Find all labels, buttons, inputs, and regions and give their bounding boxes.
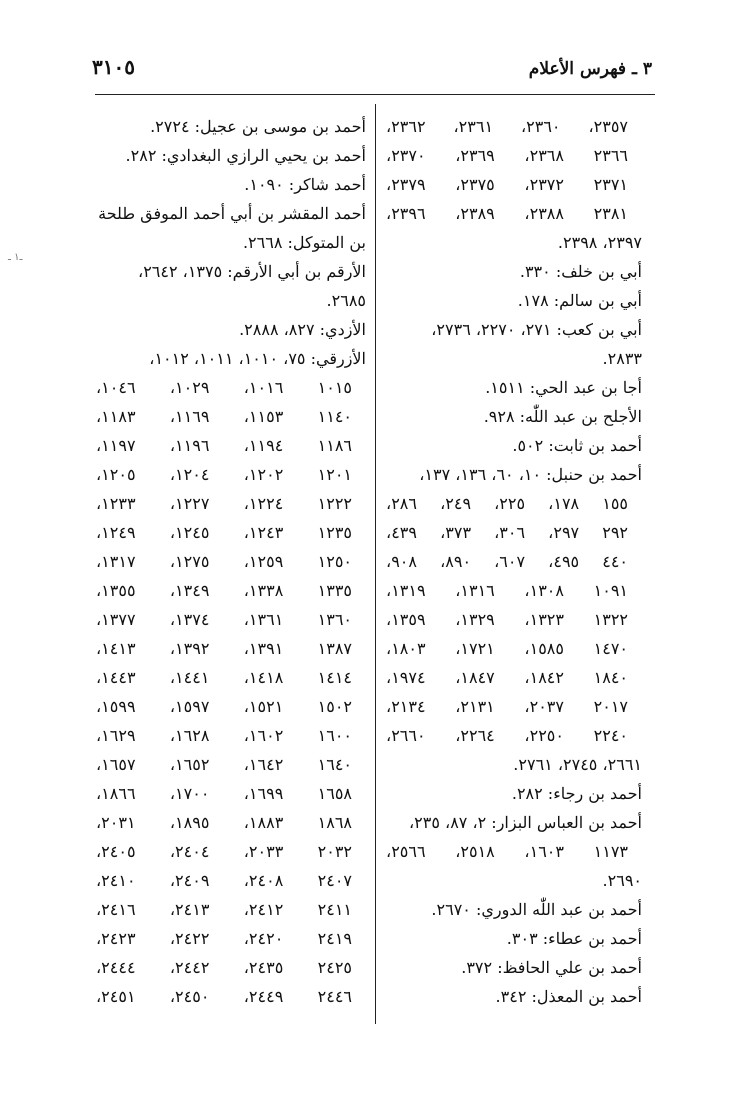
index-entry: أحمد بن عطاء: ٣٠٣. bbox=[506, 929, 642, 948]
page-reference: ١٣٧٧، bbox=[96, 610, 136, 629]
index-number-line bbox=[386, 518, 642, 547]
index-entry: أحمد بن يحيي الرازي البغدادي: ٢٨٢. bbox=[125, 146, 366, 165]
page-reference: ٢٦٦٠، bbox=[386, 726, 426, 745]
page-reference: ١٨٠٣، bbox=[386, 639, 426, 658]
index-entry: الأجلح بن عبد اللّٰه: ٩٢٨. bbox=[483, 407, 642, 426]
page-reference: ١٣٢٢ bbox=[593, 610, 628, 629]
page-reference: ١٦٤٢، bbox=[243, 755, 284, 774]
index-number-line bbox=[386, 141, 642, 170]
page-reference: ١٦٥٨ bbox=[317, 784, 352, 803]
page-reference: ١٦٥٧، bbox=[96, 755, 136, 774]
index-entry: أبي بن كعب: ٢٧١، ٢٢٧٠، ٢٧٣٦، bbox=[431, 320, 642, 339]
index-number-line bbox=[96, 402, 366, 431]
index-entry-continuation: ٢٨٣٣. bbox=[602, 349, 642, 368]
index-number-line bbox=[96, 692, 366, 721]
index-number-line bbox=[386, 721, 642, 750]
page-reference: ١٢٤٥، bbox=[169, 523, 210, 542]
page-reference: ٣٧٣، bbox=[440, 523, 472, 542]
page-reference: ١٨٦٦، bbox=[96, 784, 136, 803]
page-reference: ١١٨٣، bbox=[96, 407, 136, 426]
page-reference: ٢٣٦٨، bbox=[524, 146, 564, 165]
page-reference: ١٥٠٢ bbox=[317, 697, 352, 716]
page-reference: ١١٩٦، bbox=[169, 436, 210, 455]
index-entry: الأزدي: ٨٢٧، ٢٨٨٨. bbox=[239, 320, 366, 339]
margin-mark: ـ١ ـ bbox=[8, 252, 23, 263]
page-reference: ٢٣٦١، bbox=[453, 117, 494, 136]
page-reference: ٢٤٢٣، bbox=[96, 929, 136, 948]
page-reference: ٢٣٦٦ bbox=[593, 146, 628, 165]
index-entry-continuation: ٢٣٩٧، ٢٣٩٨. bbox=[557, 233, 642, 252]
index-number-line bbox=[386, 634, 642, 663]
index-number-line bbox=[96, 373, 366, 402]
page-reference: ١٣٨٧ bbox=[317, 639, 352, 658]
index-number-line bbox=[96, 576, 366, 605]
page-reference: ٢٠٣٢ bbox=[317, 842, 352, 861]
page-reference: ٢٢٤٠ bbox=[593, 726, 628, 745]
page-reference: ١٣٩٢، bbox=[169, 639, 210, 658]
page-reference: ٢٠٣٣، bbox=[243, 842, 284, 861]
page-reference: ٢٣٨٩، bbox=[455, 204, 495, 223]
page-reference: ١٧٠٠، bbox=[169, 784, 210, 803]
page-reference: ١٣٠٨، bbox=[524, 581, 564, 600]
page-reference: ٢٢٥، bbox=[494, 494, 526, 513]
index-number-line bbox=[96, 518, 366, 547]
page-reference: ١٨٤٠ bbox=[593, 668, 628, 687]
page-reference: ٢٤٩، bbox=[440, 494, 472, 513]
page-reference: ٢٥٦٦، bbox=[386, 842, 426, 861]
page-reference: ٢٣٧٩، bbox=[386, 175, 426, 194]
page-reference: ٢٩٢ bbox=[602, 523, 628, 542]
index-entry-continuation: ٢٦٨٥. bbox=[326, 291, 366, 310]
index-number-line bbox=[96, 547, 366, 576]
index-number-line bbox=[386, 576, 642, 605]
page-reference: ١٦٥٢، bbox=[169, 755, 210, 774]
page-reference: ١٦٠٠ bbox=[317, 726, 352, 745]
page-reference: ١٠٩١ bbox=[593, 581, 628, 600]
page-reference: ١٠٤٦، bbox=[96, 378, 136, 397]
page-reference: ٢٤٥٠، bbox=[169, 987, 210, 1006]
index-number-line bbox=[386, 112, 642, 141]
page-reference: ٢٠٣٧، bbox=[524, 697, 564, 716]
index-column-left bbox=[96, 112, 366, 1011]
index-number-line bbox=[386, 692, 642, 721]
page-reference: ١١٥٣، bbox=[243, 407, 284, 426]
index-entry: أحمد بن العباس البزار: ٢، ٨٧، ٢٣٥، bbox=[408, 813, 642, 832]
page-reference: ٨٩٠، bbox=[440, 552, 472, 571]
page-reference: ١٦٠٣، bbox=[524, 842, 564, 861]
page-reference: ٢٢٥٠، bbox=[524, 726, 564, 745]
page-reference: ١١٦٩، bbox=[169, 407, 210, 426]
index-number-line bbox=[96, 982, 366, 1011]
index-entry: أحمد بن حنبل: ١٠، ٦٠، ١٣٦، ١٣٧، bbox=[419, 465, 642, 484]
index-number-line bbox=[96, 953, 366, 982]
page-reference: ١٢٤٩، bbox=[96, 523, 136, 542]
index-entry: الأزرقي: ٧٥، ١٠١٠، ١٠١١، ١٠١٢، bbox=[149, 349, 366, 368]
page-reference: ٢٤٤٤، bbox=[96, 958, 136, 977]
index-number-line bbox=[96, 837, 366, 866]
index-entry: أجا بن عبد الحي: ١٥١١. bbox=[485, 378, 642, 397]
page-reference: ١٦٢٩، bbox=[96, 726, 136, 745]
page-reference: ٢٤٤٩، bbox=[243, 987, 284, 1006]
page-reference: ٢٣٦٢، bbox=[386, 117, 426, 136]
page-reference: ١١٩٤، bbox=[243, 436, 284, 455]
index-entry: أحمد المقشر بن أبي أحمد الموفق طلحة bbox=[98, 204, 366, 223]
page-reference: ٢٣٩٦، bbox=[386, 204, 426, 223]
page-reference: ١٠٢٩، bbox=[169, 378, 210, 397]
page-reference: ١٦٤٠ bbox=[317, 755, 352, 774]
index-entry: أحمد شاكر: ١٠٩٠. bbox=[244, 175, 366, 194]
page-reference: ١٨٨٣، bbox=[243, 813, 284, 832]
page-reference: ١٢٢٢ bbox=[317, 494, 352, 513]
page-reference: ١٢٠٢، bbox=[243, 465, 284, 484]
page-reference: ٢٤٠٧ bbox=[317, 871, 352, 890]
page-reference: ٢٣٨٨، bbox=[524, 204, 564, 223]
page-reference: ١٦٠٢، bbox=[243, 726, 284, 745]
index-entry: أبي بن سالم: ١٧٨. bbox=[517, 291, 642, 310]
page-reference: ٢٣٧١ bbox=[593, 175, 628, 194]
index-number-line bbox=[96, 431, 366, 460]
page-reference: ١٨٤٢، bbox=[524, 668, 564, 687]
page-reference: ١٥٩٩، bbox=[96, 697, 136, 716]
page-reference: ١٣٧٤، bbox=[169, 610, 210, 629]
page-reference: ١٣٥٥، bbox=[96, 581, 136, 600]
page-reference: ١٣٣٥ bbox=[317, 581, 352, 600]
page-reference: ٢٣٦٠، bbox=[520, 117, 561, 136]
header-rule bbox=[95, 94, 655, 95]
index-number-line bbox=[96, 605, 366, 634]
page-reference: ٢٤٢٥ bbox=[317, 958, 352, 977]
page-reference: ٢٣٨١ bbox=[593, 204, 628, 223]
page-number: ٣١٠٥ bbox=[92, 55, 135, 79]
index-number-line bbox=[386, 199, 642, 228]
page-reference: ٢٤٠٥، bbox=[96, 842, 136, 861]
page-reference: ٤٤٠ bbox=[602, 552, 628, 571]
page-reference: ٢٣٦٩، bbox=[455, 146, 495, 165]
page-reference: ١١٧٣ bbox=[593, 842, 628, 861]
page-reference: ٢٤١٩ bbox=[317, 929, 352, 948]
page-reference: ١٣٥٩، bbox=[386, 610, 426, 629]
page-reference: ٢٤١١ bbox=[317, 900, 352, 919]
page-reference: ٣٠٦، bbox=[494, 523, 526, 542]
page-reference: ٩٠٨، bbox=[386, 552, 417, 571]
page-reference: ١٥٢١، bbox=[243, 697, 284, 716]
index-entry: أحمد بن علي الحافظ: ٣٧٢. bbox=[461, 958, 642, 977]
page-reference: ١٠١٥ bbox=[317, 378, 352, 397]
page-reference: ١٢٠١ bbox=[317, 465, 352, 484]
page-reference: ١٢٣٥ bbox=[317, 523, 352, 542]
index-entry: أحمد بن موسى بن عجيل: ٢٧٢٤. bbox=[150, 117, 366, 136]
page-reference: ١١٤٠ bbox=[317, 407, 352, 426]
page-reference: ٢٣٧٢، bbox=[524, 175, 564, 194]
page-reference: ١٧٢١، bbox=[455, 639, 495, 658]
index-column-right bbox=[386, 112, 642, 1011]
page-reference: ١٢٥٩، bbox=[243, 552, 284, 571]
page-reference: ١٣٦٠ bbox=[317, 610, 352, 629]
index-entry: أحمد بن المعذل: ٣٤٢. bbox=[495, 987, 642, 1006]
page-reference: ١٣٢٣، bbox=[524, 610, 564, 629]
page-reference: ١٤٤١، bbox=[169, 668, 210, 687]
index-entry: أبي بن خلف: ٣٣٠. bbox=[519, 262, 642, 281]
index-number-line bbox=[386, 837, 642, 866]
page-reference: ٢٣٧٥، bbox=[455, 175, 495, 194]
page-reference: ١٣١٧، bbox=[96, 552, 136, 571]
page-reference: ٢٢٦٤، bbox=[455, 726, 495, 745]
index-entry: أحمد بن عبد اللّٰه الدوري: ٢٦٧٠. bbox=[431, 900, 642, 919]
page-reference: ٢١٣١، bbox=[455, 697, 495, 716]
page-reference: ١٤١٤ bbox=[317, 668, 352, 687]
page-reference: ١٣٢٩، bbox=[455, 610, 495, 629]
page-reference: ٢٤٥١، bbox=[96, 987, 136, 1006]
page-reference: ١٦٢٨، bbox=[169, 726, 210, 745]
page-reference: ٢٤١٠، bbox=[96, 871, 136, 890]
page-reference: ٦٠٧، bbox=[494, 552, 526, 571]
page-reference: ١١٩٧، bbox=[96, 436, 136, 455]
index-number-line bbox=[386, 170, 642, 199]
page-reference: ٢٨٦، bbox=[386, 494, 417, 513]
index-number-line bbox=[386, 547, 642, 576]
page-reference: ١٥٨٥، bbox=[524, 639, 564, 658]
page-reference: ١٤٤٣، bbox=[96, 668, 136, 687]
page-reference: ٢٤٣٥، bbox=[243, 958, 284, 977]
page-reference: ١٢٠٤، bbox=[169, 465, 210, 484]
index-entry: الأرقم بن أبي الأرقم: ١٣٧٥، ٢٦٤٢، bbox=[138, 262, 366, 281]
page-reference: ١٢٠٥، bbox=[96, 465, 136, 484]
page-reference: ٢٣٥٧، bbox=[588, 117, 628, 136]
index-entry-continuation: ٢٦٦١، ٢٧٤٥، ٢٧٦١. bbox=[513, 755, 642, 774]
page-reference: ٢٠٣١، bbox=[96, 813, 136, 832]
index-number-line bbox=[96, 895, 366, 924]
page-reference: ١٢٢٧، bbox=[169, 494, 210, 513]
page-reference: ١٢٧٥، bbox=[169, 552, 210, 571]
page-reference: ٢٤٠٨، bbox=[243, 871, 284, 890]
page-reference: ٢٣٧٠، bbox=[386, 146, 426, 165]
page-reference: ١٤١٣، bbox=[96, 639, 136, 658]
index-number-line bbox=[96, 460, 366, 489]
page-reference: ١٣٤٩، bbox=[169, 581, 210, 600]
page-reference: ١٥٩٧، bbox=[169, 697, 210, 716]
index-number-line bbox=[96, 721, 366, 750]
index-number-line bbox=[96, 866, 366, 895]
page-reference: ١٣١٦، bbox=[455, 581, 495, 600]
index-entry-continuation: بن المتوكل: ٢٦٦٨. bbox=[242, 233, 366, 252]
page-reference: ١١٨٦ bbox=[317, 436, 352, 455]
page-reference: ١٧٨، bbox=[548, 494, 580, 513]
page-reference: ٤٩٥، bbox=[548, 552, 580, 571]
index-number-line bbox=[96, 663, 366, 692]
page-reference: ١٢٤٣، bbox=[243, 523, 284, 542]
page-reference: ١٩٧٤، bbox=[386, 668, 426, 687]
page-reference: ١٤٧٠ bbox=[593, 639, 628, 658]
page-reference: ١٣٩١، bbox=[243, 639, 284, 658]
index-entry: أحمد بن ثابت: ٥٠٢. bbox=[512, 436, 642, 455]
page-reference: ٢٩٧، bbox=[548, 523, 580, 542]
page-reference: ٢٤٠٩، bbox=[169, 871, 210, 890]
page-reference: ٢٥١٨، bbox=[455, 842, 495, 861]
index-number-line bbox=[96, 779, 366, 808]
page-header bbox=[92, 55, 652, 91]
page-reference: ٢٤١٣، bbox=[169, 900, 210, 919]
page-reference: ١٢٣٣، bbox=[96, 494, 136, 513]
index-number-line bbox=[96, 750, 366, 779]
page-reference: ١٣٦١، bbox=[243, 610, 284, 629]
page-reference: ١٨٤٧، bbox=[455, 668, 495, 687]
column-divider bbox=[375, 104, 376, 1024]
page-reference: ١٣١٩، bbox=[386, 581, 426, 600]
running-title: ٣ ـ فهرس الأعلام bbox=[528, 59, 652, 79]
page-reference: ١٤١٨، bbox=[243, 668, 284, 687]
index-entry: أحمد بن رجاء: ٢٨٢. bbox=[511, 784, 642, 803]
index-number-line bbox=[386, 663, 642, 692]
page-reference: ١٨٦٨ bbox=[317, 813, 352, 832]
index-number-line bbox=[96, 634, 366, 663]
page-reference: ٢٤٠٤، bbox=[169, 842, 210, 861]
page-reference: ١٠١٦، bbox=[243, 378, 284, 397]
page-reference: ٢٤١٦، bbox=[96, 900, 136, 919]
page-reference: ٢٤٤٦ bbox=[317, 987, 352, 1006]
index-number-line bbox=[386, 605, 642, 634]
index-number-line bbox=[96, 808, 366, 837]
page-reference: ١٨٩٥، bbox=[169, 813, 210, 832]
index-number-line bbox=[96, 924, 366, 953]
page-reference: ٢٠١٧ bbox=[593, 697, 628, 716]
page-reference: ٢١٣٤، bbox=[386, 697, 426, 716]
page-reference: ١٦٩٩، bbox=[243, 784, 284, 803]
page-reference: ١٣٣٨، bbox=[243, 581, 284, 600]
page-reference: ١٢٥٠ bbox=[317, 552, 352, 571]
index-entry-continuation: ٢٦٩٠. bbox=[602, 871, 642, 890]
page-reference: ٢٤١٢، bbox=[243, 900, 284, 919]
index-number-line bbox=[96, 489, 366, 518]
page-reference: ٢٤٢٠، bbox=[243, 929, 284, 948]
index-number-line bbox=[386, 489, 642, 518]
page-reference: ٢٤٤٢، bbox=[169, 958, 210, 977]
page-reference: ١٢٢٤، bbox=[243, 494, 284, 513]
page-reference: ٢٤٢٢، bbox=[169, 929, 210, 948]
page-reference: ٤٣٩، bbox=[386, 523, 417, 542]
page-reference: ١٥٥ bbox=[602, 494, 628, 513]
